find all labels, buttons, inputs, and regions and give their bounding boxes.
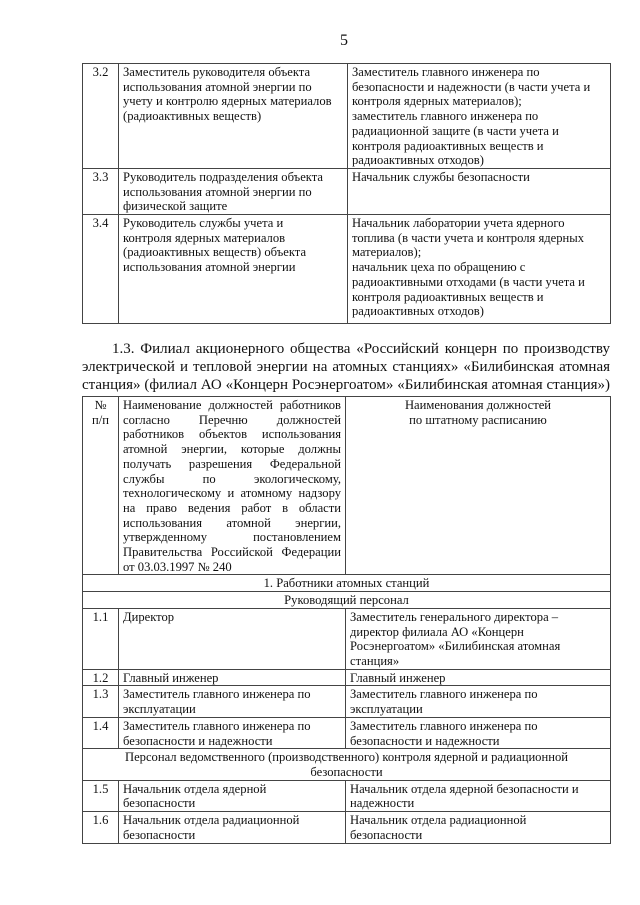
text-line: использования атомной энергии по (123, 184, 312, 199)
text-line: материалов); (352, 245, 422, 260)
text-line: безопасности и надежности (350, 733, 500, 748)
position-cell (119, 669, 346, 686)
text-line: станция» (350, 653, 400, 668)
table-row (83, 780, 611, 811)
text-line: получать разрешения Федеральной (123, 456, 341, 471)
text-line: станция» (филиал АО «Концерн Росэнергоатом» «Билибинская атомная станция») (82, 377, 610, 394)
position-cell (119, 64, 348, 169)
text-line: Заместитель главного инженера по (350, 687, 538, 702)
subgroup-title (83, 592, 611, 609)
row-number: 1.2 (83, 669, 119, 686)
text-line: электрической и тепловой энергии на атомных станциях» «Билибинская атомная (82, 359, 610, 376)
text-line: Начальник службы безопасности (352, 169, 530, 184)
text-line: учету и контролю ядерных материалов (123, 94, 332, 109)
text-line: Руководящий персонал (284, 593, 409, 608)
text-line: использования атомной энергии, (123, 515, 341, 530)
text-line: Руководитель службы учета и (123, 216, 284, 231)
text-line: контроля радиоактивных веществ и (352, 289, 544, 304)
text-line: надежности (350, 796, 415, 811)
staff-position-cell (346, 717, 611, 748)
table-row (83, 215, 611, 324)
text-line: эксплуатации (123, 702, 196, 717)
text-line: радиоактивных отходов) (352, 153, 484, 168)
text-line: Росэнергоатом» «Билибинская атомная (350, 639, 561, 654)
staff-position-cell (348, 168, 611, 214)
text-line: безопасности (123, 827, 196, 842)
staff-position-cell (348, 64, 611, 169)
row-number: 1.1 (83, 608, 119, 669)
text-line: Заместитель главного инженера по (352, 65, 540, 79)
group-row (83, 575, 611, 592)
text-line: начальник цеха по обращению с (352, 260, 526, 275)
text-line: согласно Перечню должностей (123, 412, 341, 427)
text-line: по штатному расписанию (409, 412, 547, 427)
text-line: радиоактивных отходов) (352, 304, 484, 319)
header-number (83, 397, 119, 575)
text-line: использования атомной энергии по (123, 79, 312, 94)
subgroup-title (83, 749, 611, 780)
text-line: Заместитель главного инженера по (123, 687, 311, 702)
text-line: (радиоактивных веществ) объекта (123, 245, 307, 260)
position-cell (119, 717, 346, 748)
table-row (83, 669, 611, 686)
text-line: Начальник отдела ядерной (123, 781, 267, 796)
page-number: 5 (340, 32, 348, 49)
text-line: технологическому и атомному надзору (123, 486, 341, 501)
text-line: Заместитель главного инженера по (350, 718, 538, 733)
text-line: Начальник отдела радиационной (350, 813, 527, 828)
group-title (83, 575, 611, 592)
text-line: службы по экологическому, (123, 471, 341, 486)
table-row (83, 64, 611, 169)
text-line: контроля радиоактивных веществ и (352, 138, 544, 153)
position-cell (119, 686, 346, 717)
text-line: Правительства Российской Федерации (123, 545, 341, 560)
text-line: Руководитель подразделения объекта (123, 169, 323, 184)
text-line: 1. Работники атомных станций (263, 576, 430, 591)
row-number: 1.5 (83, 780, 119, 811)
position-cell (119, 812, 346, 844)
text-line: физической защите (123, 199, 228, 214)
row-number: 1.3 (83, 686, 119, 717)
text-line: контроля ядерных материалов); (352, 94, 522, 109)
positions-table-continued (82, 63, 611, 324)
text-line: радиационной защите (в части учета и (352, 123, 559, 138)
text-line: на право ведения работ в области (123, 500, 341, 515)
position-cell (119, 608, 346, 669)
text-line: заместитель главного инженера по (352, 109, 539, 124)
text-line: Наименование должностей работников (123, 398, 341, 413)
position-cell (119, 215, 348, 324)
subgroup-row (83, 592, 611, 609)
text-line: Главный инженер (123, 670, 219, 685)
text-line: Заместитель руководителя объекта (123, 65, 311, 79)
table-row (83, 686, 611, 717)
table-row (83, 812, 611, 844)
table-row (83, 608, 611, 669)
text-line: (радиоактивных веществ) (123, 109, 262, 124)
header-staff-position (346, 397, 611, 575)
row-number: 3.3 (83, 168, 119, 214)
text-line: эксплуатации (350, 702, 423, 717)
table-row (83, 717, 611, 748)
text-line: Наименования должностей (404, 398, 552, 413)
position-cell (119, 780, 346, 811)
text-line: Начальник лаборатории учета ядерного (352, 216, 565, 231)
row-number: 1.4 (83, 717, 119, 748)
text-line: п/п (92, 412, 109, 427)
text-line: Начальник отдела радиационной (123, 813, 300, 828)
position-cell (119, 168, 348, 214)
text-line: радиоактивными отходами (в части учета и (352, 274, 585, 289)
text-line: безопасности и надежности (123, 733, 273, 748)
staff-position-cell (346, 780, 611, 811)
text-line: работников объектов использования (123, 427, 341, 442)
header-position (119, 397, 346, 575)
text-line: директор филиала АО «Концерн (350, 624, 524, 639)
text-line: использования атомной энергии (123, 260, 296, 275)
text-line: топлива (в части учета и контроля ядерных (352, 230, 585, 245)
text-line: Директор (123, 609, 175, 624)
staff-position-cell (346, 669, 611, 686)
text-line: от 03.03.1997 № 240 (123, 559, 232, 574)
text-line: безопасности (123, 796, 196, 811)
table-row (83, 168, 611, 214)
positions-table (82, 396, 611, 844)
table-header-row (83, 397, 611, 575)
staff-position-cell (346, 686, 611, 717)
text-line: Начальник отдела ядерной безопасности и (350, 781, 579, 796)
text-line: Заместитель главного инженера по (123, 718, 311, 733)
text-line: безопасности (310, 764, 383, 779)
text-line: утвержденному постановлением (123, 530, 341, 545)
text-line: безопасности и надежности (в части учета и (352, 79, 591, 94)
text-line: безопасности (350, 827, 423, 842)
row-number: 1.6 (83, 812, 119, 844)
row-number: 3.4 (83, 215, 119, 324)
text-line: 1.3. Филиал акционерного общества «Российский концерн по производству (112, 341, 610, 358)
text-line: контроля ядерных материалов (123, 230, 286, 245)
staff-position-cell (346, 608, 611, 669)
staff-position-cell (346, 812, 611, 844)
section-heading (82, 340, 610, 394)
text-line: Персонал ведомственного (производственного) контроля ядерной и радиационной (124, 750, 568, 765)
staff-position-cell (348, 215, 611, 324)
text-line: Главный инженер (350, 670, 446, 685)
text-line: Заместитель генерального директора – (350, 609, 559, 624)
text-line: атомной энергии, которые должны (123, 442, 341, 457)
row-number: 3.2 (83, 64, 119, 169)
subgroup-row (83, 749, 611, 780)
text-line: № (94, 398, 107, 413)
